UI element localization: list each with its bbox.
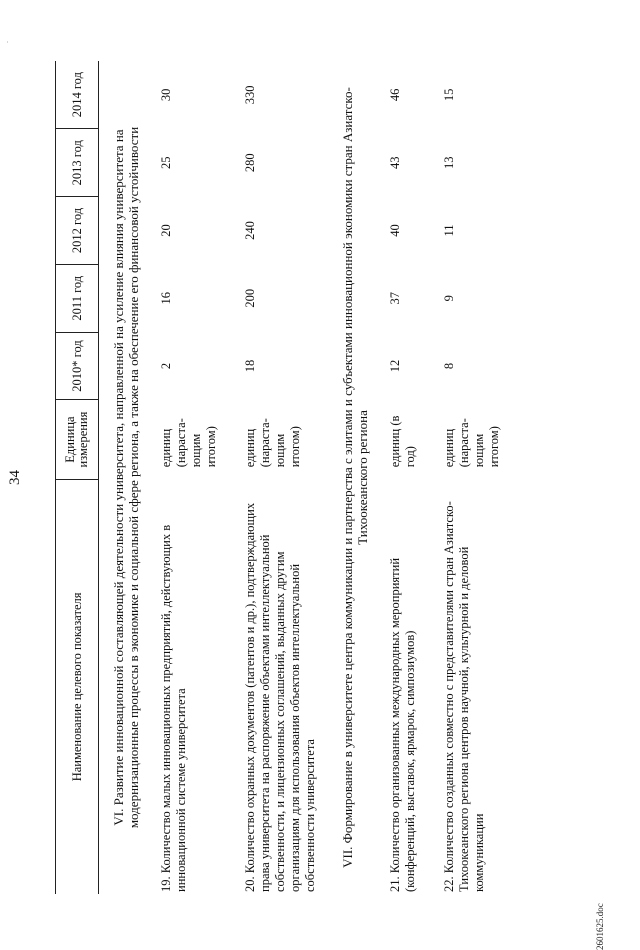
page-mark: .	[1, 41, 10, 43]
document-filename: 2601625.doc	[595, 903, 605, 950]
section-title-row	[332, 61, 378, 894]
header-year-2013: 2013 год	[56, 129, 99, 197]
indicator-name: 19. Количество малых инновационных предприятий, действующих в инновационной системе университета	[159, 524, 188, 892]
value-2013: 13	[442, 156, 456, 169]
value-2010: 18	[243, 359, 257, 373]
header-unit: Единица измерения	[56, 400, 99, 479]
value-2013: 280	[243, 153, 257, 173]
value-2011: 16	[159, 291, 173, 305]
unit-cell: единиц (нараста-ющим итогом)	[159, 418, 218, 468]
header-year-2011: 2011 год	[56, 264, 99, 332]
table-row	[233, 61, 332, 894]
table-row	[432, 61, 516, 894]
page-number: 34	[7, 470, 23, 485]
value-2014: 330	[243, 85, 257, 105]
table-row	[378, 61, 432, 894]
value-2012: 11	[442, 224, 456, 237]
header-year-2012: 2012 год	[56, 197, 99, 265]
value-2011: 9	[442, 295, 456, 302]
indicators-table	[55, 61, 516, 894]
value-2010: 2	[159, 362, 173, 370]
value-2010: 12	[388, 359, 402, 373]
value-2012: 20	[159, 224, 173, 237]
unit-cell: единиц (нараста-ющим итогом)	[442, 418, 501, 468]
section-title-row	[99, 61, 150, 894]
value-2013: 43	[388, 156, 402, 169]
header-indicator: Наименование целевого показателя	[56, 479, 99, 894]
table-header-row	[56, 61, 99, 894]
header-year-2010: 2010* год	[56, 332, 99, 400]
table-row	[149, 61, 233, 894]
unit-cell: единиц (нараста-ющим итогом)	[243, 418, 302, 468]
value-2014: 15	[442, 88, 456, 102]
indicator-name: 21. Количество организованных международных мероприятий (конференций, выставок, ярмарок, симпозиумов)	[388, 557, 417, 892]
rotated-page	[1, 41, 605, 950]
indicator-name: 20. Количество охранных документов (патентов и др.), подтверждающих права университета на распоряжение объектами интеллектуальной собственности, и лицензионных соглашений, выданных другим организациям для использования объектов интеллектуальной собственности университета	[243, 502, 317, 892]
section-title: VI. Развитие инновационной составляющей деятельности университета, направленной на усиление влияния университета на модернизационные процессы в экономике и социальной сфере региона, а также на обеспечение его финансовой устойчивости	[111, 126, 141, 829]
value-2013: 25	[159, 156, 173, 169]
value-2014: 30	[159, 88, 173, 102]
unit-cell: единиц (в год)	[388, 415, 417, 468]
value-2010: 8	[442, 362, 456, 370]
value-2012: 240	[243, 221, 257, 240]
indicator-name: 22. Количество созданных совместно с представителями стран Азиатско-Тихоокеанского региона центров научной, культурной и деловой коммуникации	[442, 501, 486, 892]
value-2011: 37	[388, 291, 402, 305]
value-2012: 40	[388, 224, 402, 237]
header-year-2014: 2014 год	[56, 61, 99, 129]
value-2014: 46	[388, 88, 402, 102]
value-2011: 200	[243, 288, 257, 308]
section-title: VII. Формирование в университете центра коммуникации и партнерства с элитами и субъектами инновационной экономики стран Азиатско-Тихоокеанского региона	[340, 87, 370, 868]
